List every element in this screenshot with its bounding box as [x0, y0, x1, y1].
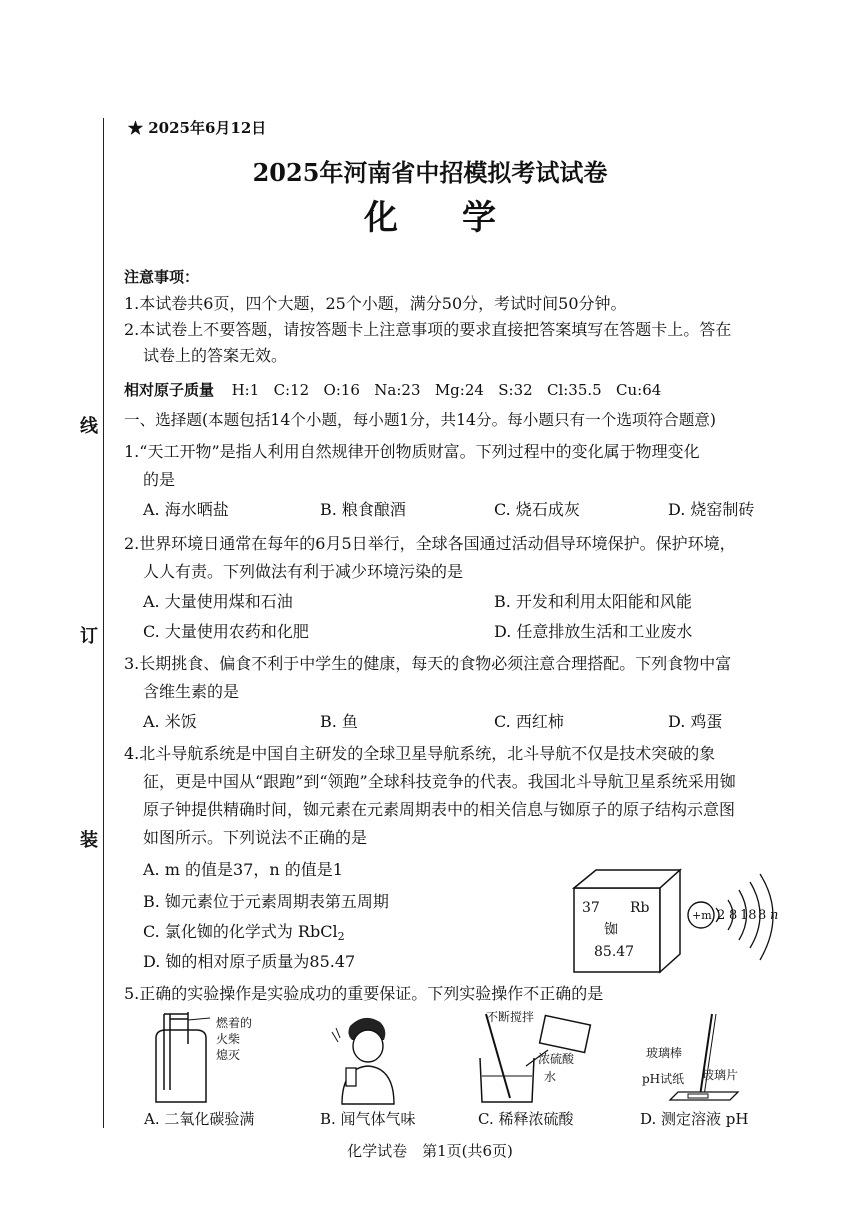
binding-label-ding: 订	[80, 626, 98, 647]
element-name: 铷	[604, 922, 618, 938]
binding-label-zhuang: 装	[80, 830, 98, 851]
q3-stem-2: 含维生素的是	[143, 682, 240, 701]
q2-option-d: D. 任意排放生活和工业废水	[494, 622, 693, 641]
section-heading: 一、选择题(本题包括14个小题，每小题1分，共14分。每小题只有一个选项符合题意)	[124, 411, 716, 429]
q4-stem-1: 4.北斗导航系统是中国自主研发的全球卫星导航系统，北斗导航不仅是技术突破的象	[124, 744, 716, 763]
label-extinguish: 熄灭	[216, 1048, 241, 1062]
q3-option-b: B. 鱼	[320, 712, 358, 731]
label-burning: 燃着的	[216, 1016, 253, 1030]
q4-option-b: B. 铷元素位于元素周期表第五周期	[143, 892, 389, 911]
subject-title	[0, 196, 860, 240]
mass-o: O:16	[323, 381, 360, 399]
label-water: 水	[544, 1070, 557, 1084]
q4-stem-3: 原子钟提供精确时间，铷元素在元素周期表中的相关信息与铷原子的原子结构示意图	[143, 800, 736, 819]
subject-char-1: 化	[364, 198, 398, 238]
figure-b-smell-gas	[328, 1010, 400, 1106]
q4-option-c-subscript: 2	[337, 930, 345, 943]
element-mass: 85.47	[594, 944, 635, 960]
q1-stem-1: 1.“天工开物”是指人利用自然规律开创物质财富。下列过程中的变化属于物理变化	[124, 442, 700, 461]
atomic-mass-label: 相对原子质量	[124, 381, 215, 399]
label-conc-acid: 浓硫酸	[538, 1052, 575, 1066]
q5-option-c: C. 稀释浓硫酸	[478, 1110, 574, 1128]
q2-option-c: C. 大量使用农药和化肥	[143, 622, 309, 641]
q5-stem-1: 5.正确的实验操作是实验成功的重要保证。下列实验操作不正确的是	[124, 984, 604, 1003]
q5-option-b: B. 闻气体气味	[320, 1110, 416, 1128]
label-glass-rod: 玻璃棒	[646, 1046, 683, 1060]
mass-cl: Cl:35.5	[546, 381, 602, 399]
q3-stem-1: 3.长期挑食、偏食不利于中学生的健康，每天的食物必须注意合理搭配。下列食物中富	[124, 654, 732, 673]
element-number: 37	[582, 900, 600, 916]
notes-heading: 注意事项：	[124, 268, 200, 286]
atom-shell-1: 2	[717, 908, 726, 923]
binding-label-xian: 线	[80, 416, 98, 437]
notes-item-2-cont: 试卷上的答案无效。	[143, 346, 288, 365]
binding-line	[103, 118, 104, 1128]
q4-stem-4: 如图所示。下列说法不正确的是	[143, 828, 368, 847]
label-ph-paper: pH试纸	[642, 1072, 685, 1086]
q1-option-d: D. 烧窑制砖	[668, 500, 755, 519]
q3-option-a: A. 米饭	[143, 712, 197, 731]
figure-a-gas-bottle	[148, 1010, 218, 1106]
mass-na: Na:23	[374, 381, 421, 399]
page-footer: 化学试卷 第1页(共6页)	[347, 1142, 513, 1160]
mass-mg: Mg:24	[434, 381, 484, 399]
q1-option-c: C. 烧石成灰	[494, 500, 580, 519]
q5-option-a: A. 二氧化碳验满	[144, 1110, 255, 1128]
exam-title: 2025年河南省中招模拟考试试卷	[252, 158, 608, 187]
atom-shell-2: 8	[729, 908, 738, 923]
atom-shell-3: 18	[740, 908, 757, 923]
q1-stem-2: 的是	[143, 470, 176, 489]
q1-option-b: B. 粮食酿酒	[320, 500, 406, 519]
exam-date: ★ 2025年6月12日	[128, 119, 267, 137]
q1-option-a: A. 海水晒盐	[143, 500, 229, 519]
q5-option-d: D. 测定溶液 pH	[640, 1110, 749, 1128]
q4-option-c: C. 氯化铷的化学式为 RbCl$_2$	[143, 922, 345, 943]
atom-shell-4: 8	[758, 908, 767, 923]
mass-cu: Cu:64	[616, 381, 662, 399]
atomic-mass-row	[124, 380, 661, 400]
q2-stem-1: 2.世界环境日通常在每年的6月5日举行，全球各国通过活动倡导环境保护。保护环境，	[124, 534, 736, 553]
notes-item-2: 2.本试卷上不要答题，请按答题卡上注意事项的要求直接把答案填写在答题卡上。答在	[124, 320, 732, 339]
mass-s: S:32	[498, 381, 533, 399]
q2-stem-2: 人人有责。下列做法有利于减少环境污染的是	[143, 562, 464, 581]
subject-char-2: 学	[462, 198, 496, 238]
mass-h: H:1	[231, 381, 260, 399]
q3-option-c: C. 西红柿	[494, 712, 564, 731]
q3-option-d: D. 鸡蛋	[668, 712, 723, 731]
q4-stem-2: 征，更是中国从“跟跑”到“领跑”全球科技竞争的代表。我国北斗导航卫星系统采用铷	[143, 772, 736, 791]
q4-option-a: A. m 的值是37，n 的值是1	[143, 860, 343, 879]
label-stir: 不断搅拌	[486, 1010, 535, 1024]
atom-nucleus: +m	[692, 909, 712, 922]
q2-option-b: B. 开发和利用太阳能和风能	[494, 592, 692, 611]
notes-item-1: 1.本试卷共6页，四个大题，25个小题，满分50分，考试时间50分钟。	[124, 294, 627, 313]
mass-c: C:12	[273, 381, 310, 399]
atom-shell-5: n	[770, 908, 779, 923]
q4-option-d: D. 铷的相对原子质量为85.47	[143, 952, 356, 971]
label-glass-slide: 玻璃片	[702, 1068, 739, 1082]
label-match: 火柴	[216, 1032, 241, 1046]
element-symbol: Rb	[630, 900, 650, 916]
q2-option-a: A. 大量使用煤和石油	[143, 592, 293, 611]
